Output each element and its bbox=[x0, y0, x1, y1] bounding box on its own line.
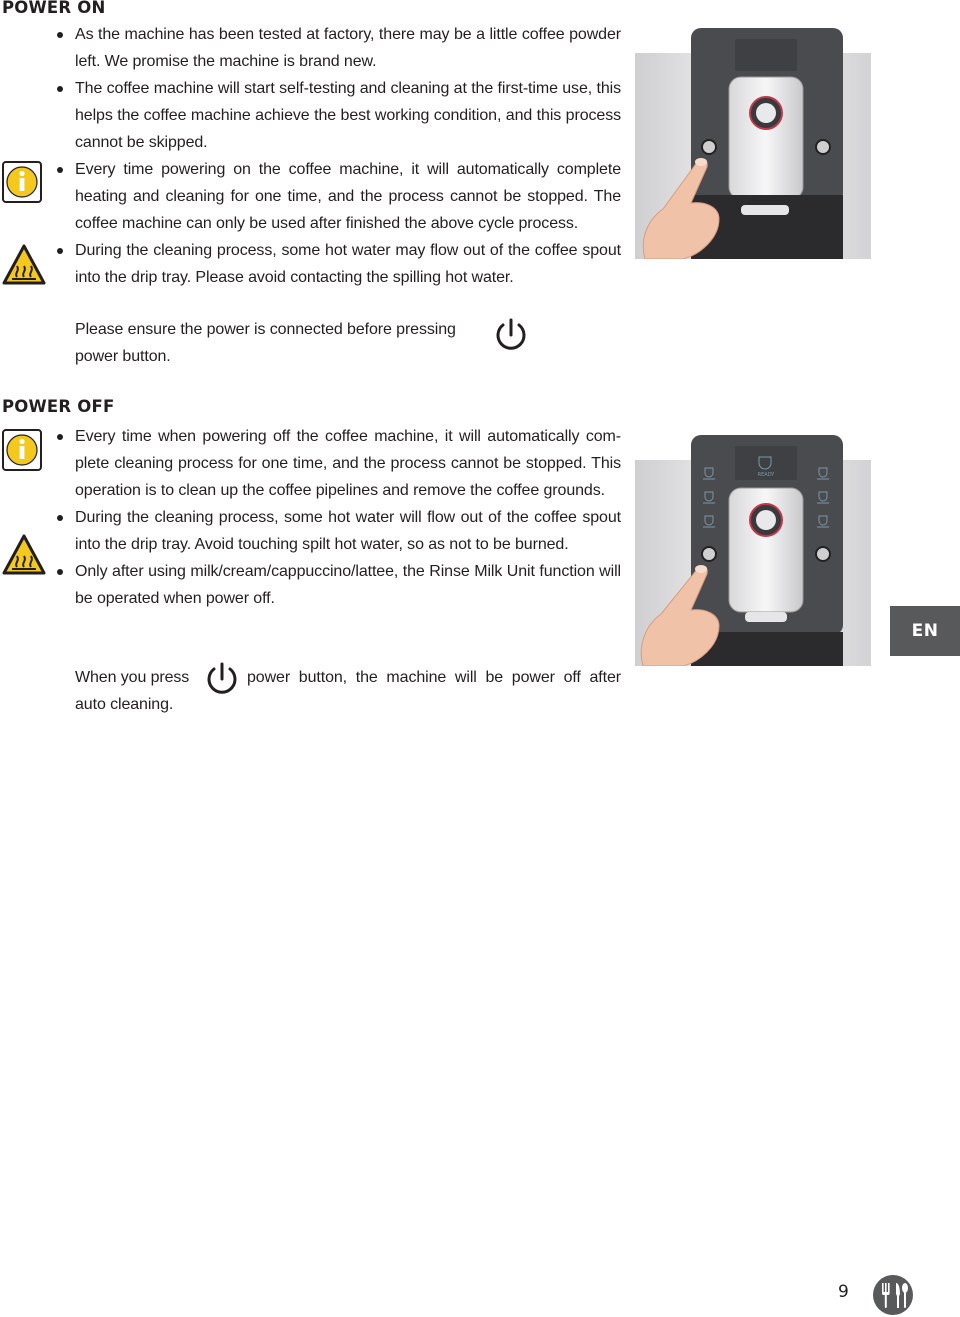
power-off-note-line2: auto cleaning. bbox=[75, 696, 174, 713]
power-on-list bbox=[53, 21, 621, 291]
power-icon bbox=[492, 316, 530, 354]
power-off-note-before: When you press bbox=[75, 669, 190, 686]
language-tab: EN bbox=[890, 606, 960, 656]
power-off-heading: POWER OFF bbox=[2, 397, 115, 416]
display-ready-text: READY bbox=[757, 472, 775, 478]
hot-surface-warning-icon bbox=[2, 534, 46, 576]
coffee-machine-power-on-image bbox=[635, 25, 871, 259]
list-item: Every time when powering off the coffee machine, it will automatically com-plete cleaning process for one time, and the process cannot be stopped. This operation is to clean up the coffee pipelines and remove the coffee grounds. bbox=[53, 423, 621, 504]
list-item: As the machine has been tested at factory, there may be a little coffee powder left. We promise the machine is brand new. bbox=[53, 21, 621, 75]
power-on-heading: POWER ON bbox=[2, 0, 106, 17]
hot-surface-warning-icon bbox=[2, 244, 46, 286]
list-item: During the cleaning process, some hot water may flow out of the coffee spout into the drip tray. Please avoid contacting the spilling hot water. bbox=[53, 237, 621, 291]
list-item: During the cleaning process, some hot water will flow out of the coffee spout into the drip tray. Avoid touching spilt hot water, so as not to be burned. bbox=[53, 504, 621, 558]
power-on-note-line1: Please ensure the power is connected before pressing bbox=[75, 321, 456, 338]
power-icon bbox=[203, 660, 241, 698]
power-on-note-line2: power button. bbox=[75, 348, 171, 365]
list-item: The coffee machine will start self-testing and cleaning at the first-time use, this helps the coffee machine achieve the best working condition, and this process cannot be skipped. bbox=[53, 75, 621, 156]
info-icon bbox=[2, 161, 42, 203]
list-item: Only after using milk/cream/cappuccino/lattee, the Rinse Milk Unit function will be operated when power off. bbox=[53, 558, 621, 612]
list-item: Every time powering on the coffee machine, it will automatically complete heating and cleaning for one time, and the process cannot be stopped. The coffee machine can only be used after finished the above cycle process. bbox=[53, 156, 621, 237]
coffee-machine-power-off-image bbox=[635, 432, 871, 666]
page-number: 9 bbox=[838, 1282, 849, 1302]
power-off-list bbox=[53, 423, 621, 612]
info-icon bbox=[2, 429, 42, 471]
power-off-note-after: power button, the machine will be power off after bbox=[247, 669, 621, 686]
cutlery-icon bbox=[872, 1274, 914, 1316]
